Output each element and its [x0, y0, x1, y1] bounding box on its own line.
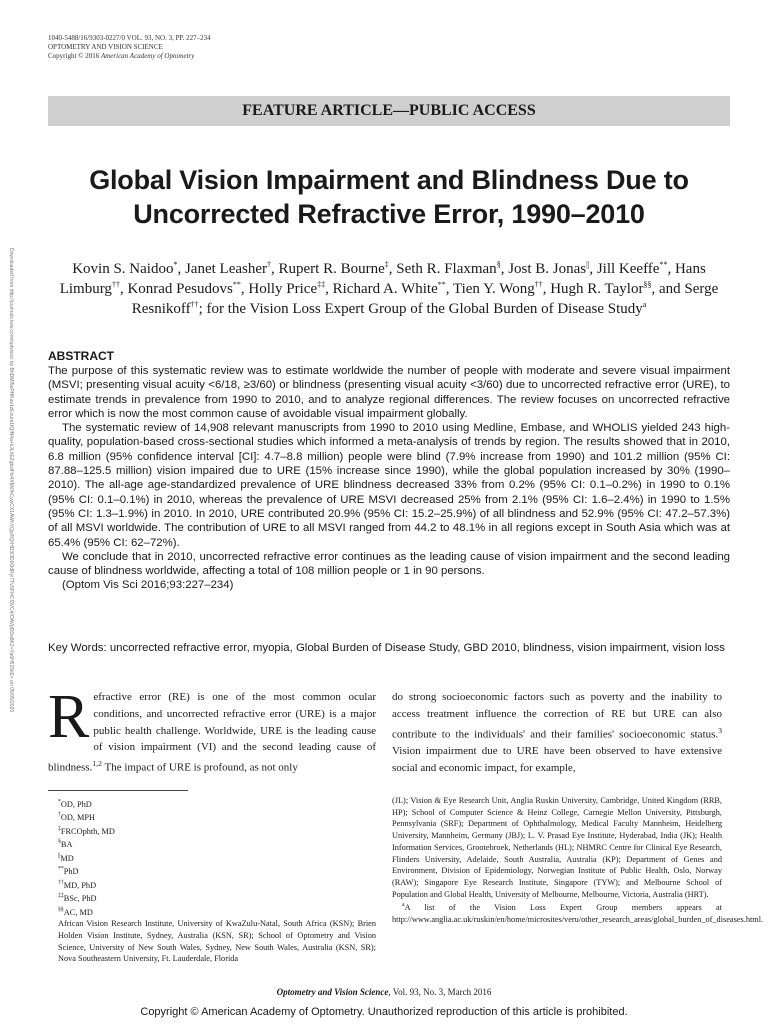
article-title: Global Vision Impairment and Blindness Due to Uncorrected Refractive Error, 1990–2010 — [89, 165, 689, 229]
author-affiliation-mark: † — [267, 260, 272, 269]
journal-header — [48, 34, 211, 62]
abstract-paragraph: The systematic review of 14,908 relevant manuscripts from 1990 to 2010 using Medline, Embase, and WHOLIS yielded 243 high-quality, population-based cross-sectional studies which informed a meta-analysis of trends by region. The results showed that in 2010, 6.8 million (95% confidence interval [CI]: 4.7–8.8 million) people were blind (7.9% increase from 1990) and 101.2 million (95% CI: 87.88–125.5 million) vision impaired due to URE (15% increase since 1990), while the global population increased by 30% (1990–2010). The all-age age-standardized prevalence of URE blindness decreased 33% from 0.2% (95% CI: 0.1–0.2%) in 1990 to 0.1% (95% CI: 0.1–0.1%) in 2010, whereas the prevalence of URE MSVI decreased 25% from 2.1% (95% CI: 1.6–2.4%) in 1990 to 1.5% (95% CI: 1.3–1.9%) in 2010. In 2010, URE contributed 20.9% (95% CI: 15.2–25.9%) of all blindness and 52.9% (95% CI: 47.2–57.3%) of all MSVI worldwide. The contribution of URE to all MSVI ranged from 44.2 to 48.1% in all regions except in South Asia which was at 65.4% (95% CI: 62–72%). — [48, 422, 730, 549]
author-list — [48, 259, 730, 319]
author-name: Holly Price — [248, 281, 318, 297]
degree-mark: †† — [58, 879, 64, 886]
author-affiliation-mark: ** — [437, 280, 446, 289]
author-name: Tien Y. Wong — [452, 281, 535, 297]
author-separator: , — [177, 261, 185, 277]
author-separator: , — [667, 261, 675, 277]
degree-mark: ** — [58, 866, 64, 873]
author-separator: , — [651, 281, 659, 297]
degree-mark: ‡ — [58, 825, 61, 832]
header-journal-line: OPTOMETRY AND VISION SCIENCE — [48, 43, 163, 52]
journal-footer: Optometry and Vision Science, Vol. 93, No. 3, March 2016 — [276, 987, 492, 997]
author-affiliation-mark: ** — [659, 260, 668, 269]
abstract-paragraph: We conclude that in 2010, uncorrected refractive error continues as the leading cause of vision impairment and the second leading cause of blindness worldwide, affecting a total of 108 million people or 1 in 90 persons. — [48, 550, 730, 578]
abstract-paragraph: The purpose of this systematic review was to estimate worldwide the number of people with moderate and severe visual impairment (MSVI; presenting visual acuity <6/18, ≥3/60) or blindness (presenting visual acuity <3/60) due to uncorrected refractive error (URE), to estimate trends in prevalence from 1990 to 2010, and to analyze regional differences. The review focuses on uncorrected refractive error which is now the most common cause of avoidable visual impairment globally. — [48, 365, 730, 420]
degree-text: BA — [60, 840, 73, 850]
expert-group-note: $^a$A list of the Vision Loss Expert Group members appears at http://www.anglia.ac.uk/ruskin/en/home/microsites/veru/other_research_areas/global_burden_of_diseases.html. — [392, 902, 764, 924]
degree-text: PhD — [63, 867, 79, 877]
author-name: Konrad Pesudovs — [127, 281, 233, 297]
author-separator: , — [542, 281, 551, 297]
header-volume-line: 1040-5488/16/9303-0227/0 VOL. 93, NO. 3, PP. 227–234 — [48, 34, 211, 42]
reference-mark: 1,2 — [92, 759, 102, 769]
download-notice-text: Downloaded from http://journals.lww.com/optvissci by BhDMf5ePHKav1zEoum1tQfN4a+kJLhEZgbsIHo4XMi0hCywCX1AWnYQp/IlQrHD3i3D0OdRyi7TvSFl4Cf3VC4/OAVpDDa8K2+Ya6H515kE= on 05/05/2020 — [8, 248, 14, 713]
author-name: Kovin S. Naidoo — [72, 261, 174, 277]
copyright-footer: Copyright © American Academy of Optometry. Unauthorized reproduction of this article is prohibited. — [140, 1006, 628, 1018]
author-name: and Serge Resnikoff — [131, 281, 719, 317]
author-separator: , — [271, 261, 279, 277]
affiliations-text: African Vision Research Institute, University of KwaZulu-Natal, South Africa (KSN); Brien Holden Vision Institute, Sydney, Australia (KSN, SR); School of Optometry and Vision Science, University of New South Wales, Sydney, New South Wales, Australia (KSN, SR); Nova Southeastern University, Ft. Lauderdale, Florida — [58, 919, 376, 964]
body-text: Vision impairment due to URE have been observed to have extensive social and economic impact, for example, — [392, 745, 722, 774]
author-separator: , — [388, 261, 397, 277]
footnotes-left — [58, 797, 376, 965]
degree-footnote — [58, 864, 376, 877]
degree-mark: § — [58, 839, 61, 846]
body-text: efractive error (RE) is one of the most common ocular conditions, and uncorrected refractive error (URE) is a major public health challenge. Worldwide, URE is the leading cause of vision impairment (VI) and the second leading cause of blindness. — [48, 691, 376, 774]
author-affiliation-mark: § — [496, 260, 501, 269]
degree-text: MD — [60, 853, 74, 863]
feature-banner-label: FEATURE ARTICLE—PUBLIC ACCESS — [242, 102, 536, 119]
degree-footnote — [58, 905, 376, 918]
author-affiliation-mark: †† — [534, 280, 543, 289]
author-name: Jill Keeffe — [596, 261, 660, 277]
body-text: do strong socioeconomic factors such as poverty and the inability to access treatment influence the correction of RE but URE can also contribute to the individuals' and their families' socioeconomic status. — [392, 691, 722, 741]
author-affiliation-mark: †† — [190, 300, 199, 309]
degree-footnote — [58, 891, 376, 904]
degree-list — [58, 797, 376, 918]
author-separator: , — [119, 281, 128, 297]
author-name: Hugh R. Taylor — [550, 281, 644, 297]
author-name: Richard A. White — [332, 281, 438, 297]
abstract-citation: (Optom Vis Sci 2016;93:227–234) — [62, 579, 234, 592]
degree-footnote — [58, 878, 376, 891]
abstract-body — [48, 364, 730, 593]
degree-mark: † — [58, 812, 61, 819]
author-separator: , — [325, 281, 333, 297]
author-separator: ; for the Vision Loss Expert Group of the Global Burden of Disease Study — [198, 301, 643, 317]
drop-cap: R — [48, 683, 90, 751]
author-separator: , — [240, 281, 249, 297]
author-affiliation-mark: ‡ — [384, 260, 389, 269]
author-affiliation-mark: a — [642, 300, 647, 309]
author-affiliation-mark: * — [173, 260, 178, 269]
degree-text: OD, MPH — [60, 813, 96, 823]
author-affiliation-mark: || — [586, 260, 590, 269]
degree-footnote — [58, 837, 376, 850]
footnote-rule — [48, 790, 188, 791]
affiliations-text: (JL); Vision & Eye Research Unit, Anglia Ruskin University, Cambridge, United Kingdom (RRB, HP); School of Computer Science & Heinz College, Carnegie Mellon University, Pittsburgh, Pennsylvania (SRF); Department of Ophthalmology, Medical Faculty Mannheim, Heidelberg University, Mannheim, Germany (JBJ); L. V. Prasad Eye Institute, Hyderabad, India (JK); Health Information Services, Grootebroek, Netherlands (HL); NHMRC Centre for Clinical Eye Research, Flinders University, Adelaide, South Australia, Australia (KP); Department of Genes and Environment, Division of Epidemiology, Norwegian Institute of Public Health, Oslo, Norway (RAW); Singapore Eye Research Institute, Singapore (TYW); and Melbourne School of Population and Global Health, University of Melbourne, Melbourne, Victoria, Australia (HRT). — [392, 796, 722, 899]
degree-mark: || — [58, 852, 61, 859]
author-affiliation-mark: †† — [111, 280, 120, 289]
degree-mark: * — [58, 799, 61, 805]
author-name: Jost B. Jonas — [508, 261, 587, 277]
body-column-left — [48, 683, 376, 777]
degree-text: OD, PhD — [60, 799, 92, 809]
body-text: The impact of URE is profound, as not only — [101, 761, 298, 774]
degree-text: AC, MD — [63, 907, 93, 917]
footnotes-right — [392, 795, 764, 926]
author-affiliation-mark: §§ — [643, 280, 652, 289]
author-name: Seth R. Flaxman — [396, 261, 497, 277]
download-notice — [8, 248, 18, 768]
feature-banner — [48, 96, 730, 126]
degree-text: MD, PhD — [63, 880, 97, 890]
author-name: Hans Limburg — [59, 261, 706, 297]
author-name: Rupert R. Bourne — [278, 261, 385, 277]
degree-footnote — [58, 851, 376, 864]
author-affiliation-mark: ** — [232, 280, 241, 289]
author-separator: , — [589, 261, 597, 277]
body-column-right — [392, 689, 722, 777]
degree-footnote — [58, 810, 376, 823]
author-name: Janet Leasher — [184, 261, 268, 277]
degree-mark: ‡‡ — [58, 893, 64, 900]
degree-footnote — [58, 797, 376, 810]
author-separator: , — [500, 261, 509, 277]
degree-mark: §§ — [58, 906, 64, 913]
degree-footnote — [58, 824, 376, 837]
header-copyright-line: Copyright © 2016 American Academy of Optometry — [48, 52, 195, 61]
reference-mark: 3 — [718, 725, 722, 735]
abstract-heading: ABSTRACT — [48, 349, 114, 363]
author-affiliation-mark: ‡‡ — [317, 280, 326, 289]
keywords: Key Words: uncorrected refractive error, myopia, Global Burden of Disease Study, GBD 2010, blindness, vision impairment, vision loss — [48, 642, 725, 654]
degree-text: BSc, PhD — [63, 894, 97, 904]
author-separator: , — [445, 281, 453, 297]
degree-text: FRCOphth, MD — [60, 826, 115, 836]
